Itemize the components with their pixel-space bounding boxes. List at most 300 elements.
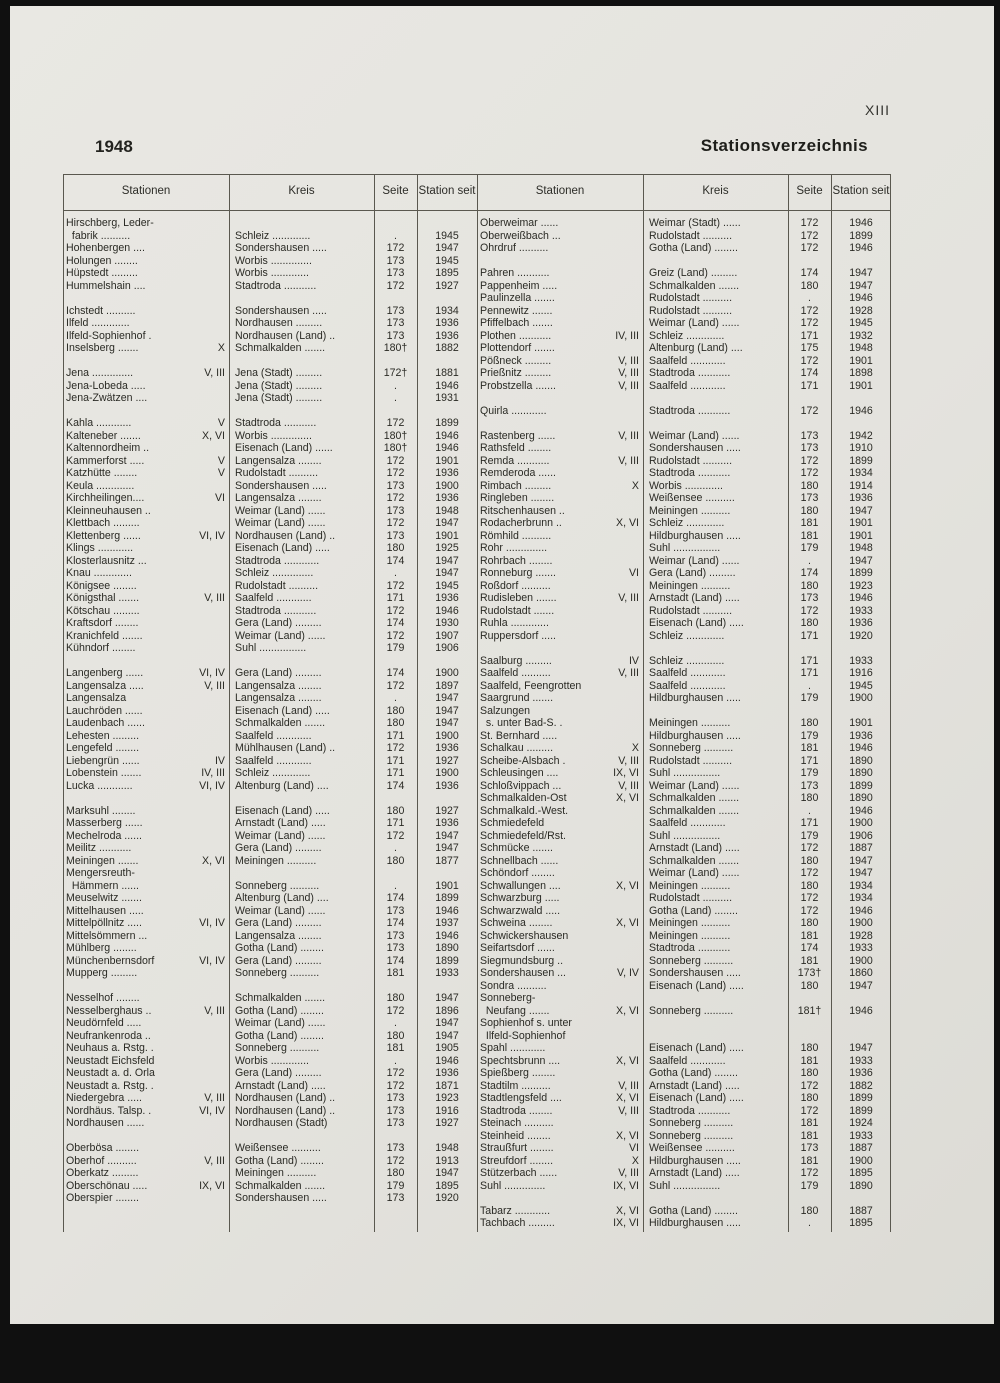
- kreis-cell: Gotha (Land) ........: [235, 1154, 324, 1167]
- table-row: [477, 480, 891, 493]
- station-class-note: IV, III: [615, 329, 639, 342]
- station-class-note: V, III: [618, 1167, 639, 1179]
- station-name: Stadtlengsfeld ....: [480, 1092, 562, 1104]
- station-cell: [477, 1117, 643, 1130]
- seite-cell: 172: [800, 842, 819, 854]
- station-cell: [63, 1092, 229, 1105]
- kreis-cell: Rudolstadt ..........: [649, 892, 733, 904]
- station-name: Schalkau .........: [480, 742, 554, 754]
- seit-cell: 1914: [849, 479, 873, 492]
- seite-cell: 172: [386, 467, 405, 479]
- seite-cell: 181: [800, 1054, 819, 1067]
- seite-cell: 174: [386, 779, 405, 792]
- seit-cell: 1936: [435, 492, 459, 504]
- seit-cell: 1936: [435, 317, 459, 329]
- station-name: Königsthal .......: [66, 592, 140, 604]
- kreis-cell: Schleiz ..............: [235, 567, 314, 579]
- seit-cell: 1900: [849, 1154, 873, 1167]
- seite-cell: 180†: [383, 442, 408, 454]
- kreis-cell: Eisenach (Land) .....: [649, 1092, 744, 1104]
- table-row: [63, 680, 477, 693]
- table-row: [63, 617, 477, 630]
- kreis-cell: Schleiz .............: [235, 767, 311, 779]
- seite-cell: 180: [800, 1092, 819, 1104]
- seit-cell: 1927: [435, 754, 459, 767]
- seit-cell: 1946: [435, 429, 459, 442]
- seit-cell: 1877: [435, 854, 459, 867]
- station-cell: [63, 605, 229, 618]
- seit-cell: 1947: [435, 842, 459, 854]
- seit-cell: 1899: [849, 1092, 873, 1104]
- station-class-note: VI: [214, 492, 225, 504]
- station-cell: [63, 342, 229, 355]
- station-cell: [477, 342, 643, 355]
- seite-cell: 180: [800, 504, 819, 517]
- seit-cell: 1947: [849, 979, 873, 992]
- kreis-cell: [643, 1030, 788, 1043]
- seit-cell: 1948: [435, 504, 459, 517]
- kreis-cell: Nordhausen (Land) ..: [235, 329, 336, 342]
- kreis-cell: [643, 1017, 788, 1030]
- seit-cell: 1900: [435, 667, 459, 679]
- station-cell: [477, 730, 643, 743]
- station-cell: [477, 1030, 643, 1043]
- seite-cell: 173: [386, 479, 405, 492]
- table-row: [477, 705, 891, 718]
- seit-cell: 1887: [849, 1204, 873, 1217]
- seite-cell: 172: [386, 417, 405, 429]
- seite-cell: 172: [800, 904, 819, 917]
- seite-cell: 181: [800, 517, 819, 529]
- table-row: [477, 1017, 891, 1030]
- station-cell: [477, 1180, 643, 1193]
- kreis-cell: Weißensee ..........: [235, 1142, 321, 1154]
- kreis-cell: Nordhausen .........: [235, 317, 323, 329]
- station-cell: [477, 405, 643, 418]
- table-row: [63, 630, 477, 643]
- kreis-cell: Saalfeld ............: [649, 667, 726, 679]
- group-spacer: [63, 792, 477, 805]
- station-cell: [63, 1067, 229, 1080]
- seit-cell: 1901: [849, 379, 873, 392]
- station-cell: [63, 942, 229, 955]
- station-cell: [63, 592, 229, 605]
- station-cell: [477, 592, 643, 605]
- station-class-note: IV: [214, 754, 225, 767]
- table-row: [63, 1042, 477, 1055]
- kreis-cell: Sondershausen .....: [649, 967, 741, 979]
- seite-cell: .: [808, 1217, 811, 1229]
- kreis-cell: Suhl ................: [235, 642, 307, 654]
- seite-cell: 180: [386, 804, 405, 817]
- kreis-cell: Stadtroda ............: [235, 554, 320, 567]
- station-class-note: V, III: [618, 379, 639, 392]
- table-row: [477, 1155, 891, 1168]
- station-name: Roßdorf ..........: [480, 579, 551, 592]
- seit-cell: 1934: [435, 304, 459, 317]
- station-cell: [477, 1142, 643, 1155]
- seite-cell: 180: [386, 717, 405, 729]
- seit-cell: 1947: [849, 279, 873, 292]
- kreis-cell: Eisenach (Land) .....: [235, 704, 330, 717]
- station-cell: [63, 230, 229, 243]
- station-cell: [63, 767, 229, 780]
- station-name: Jena-Zwätzen ....: [66, 392, 148, 404]
- table-row: [477, 717, 891, 730]
- station-name: Pfiffelbach .......: [480, 317, 553, 329]
- table-row: [63, 1067, 477, 1080]
- table-row: [63, 392, 477, 405]
- seit-cell: 1948: [849, 542, 873, 554]
- seite-cell: 173: [386, 1092, 405, 1104]
- kreis-cell: Schleiz .............: [649, 329, 725, 342]
- station-cell: [477, 980, 643, 993]
- station-name: Mechelroda ......: [66, 829, 142, 842]
- seite-cell: 181: [386, 967, 405, 979]
- table-row: [63, 667, 477, 680]
- table-row: [477, 467, 891, 480]
- seit-cell: [831, 992, 891, 1005]
- seite-cell: 180: [800, 717, 819, 729]
- table-row: [477, 305, 891, 318]
- kreis-cell: Gotha (Land) ........: [235, 1029, 324, 1042]
- kreis-cell: Sondershausen .....: [235, 479, 327, 492]
- station-name: Stützerbach ......: [480, 1167, 558, 1179]
- seite-cell: 180†: [383, 429, 408, 442]
- page-number: XIII: [864, 102, 890, 118]
- seite-cell: 180: [800, 792, 819, 804]
- seite-cell: 172: [386, 679, 405, 692]
- station-cell: [63, 542, 229, 555]
- kreis-cell: Worbis .............: [235, 1054, 309, 1067]
- station-cell: [63, 442, 229, 455]
- seite-cell: 173: [800, 429, 819, 442]
- table-row: [63, 1155, 477, 1168]
- station-name: Kahla ............: [66, 417, 132, 429]
- kreis-cell: Stadtroda ...........: [235, 279, 317, 292]
- table-row: [477, 455, 891, 468]
- station-cell: [63, 267, 229, 280]
- station-cell: [63, 692, 229, 705]
- station-name: Rastenberg ......: [480, 429, 556, 442]
- seite-cell: .: [808, 292, 811, 304]
- station-class-note: V, III: [618, 354, 639, 367]
- kreis-cell: Schleiz .............: [649, 629, 725, 642]
- seite-cell: 179: [800, 542, 819, 554]
- table-row: [477, 917, 891, 930]
- station-cell: [477, 955, 643, 968]
- table-row: [63, 1092, 477, 1105]
- station-cell: [63, 780, 229, 793]
- station-cell: [63, 1030, 229, 1043]
- kreis-cell: Gera (Land) .........: [235, 667, 322, 679]
- station-class-note: V, III: [618, 1079, 639, 1092]
- kreis-cell: Weimar (Land) ......: [649, 554, 740, 567]
- kreis-cell: Schleiz .............: [649, 517, 725, 529]
- seite-cell: 180: [800, 479, 819, 492]
- station-name: s. unter Bad-S. .: [480, 717, 563, 729]
- kreis-cell: Weimar (Land) ......: [235, 517, 326, 529]
- station-cell: [477, 842, 643, 855]
- station-name: Niedergebra .....: [66, 1092, 142, 1104]
- station-name: Schöndorf ........: [480, 867, 555, 879]
- station-class-note: IV: [628, 654, 639, 667]
- station-cell: [477, 1017, 643, 1030]
- station-cell: [63, 492, 229, 505]
- seite-cell: 172: [800, 1079, 819, 1092]
- seite-cell: 172: [800, 229, 819, 242]
- station-name: Saargrund .......: [480, 692, 554, 704]
- seit-cell: 1927: [435, 279, 459, 292]
- station-cell: [477, 230, 643, 243]
- kreis-cell: Schmalkalden .......: [649, 854, 740, 867]
- seit-cell: 1895: [435, 1179, 459, 1192]
- seit-cell: 1900: [435, 729, 459, 742]
- seit-cell: 1947: [435, 704, 459, 717]
- seit-cell: 1901: [435, 529, 459, 542]
- seit-cell: 1946: [849, 217, 873, 229]
- station-name: Ruppersdorf .....: [480, 629, 556, 642]
- station-cell: [477, 355, 643, 368]
- table-row: [477, 430, 891, 443]
- seit-cell: 1890: [849, 754, 873, 767]
- seite-cell: 172: [386, 604, 405, 617]
- seite-cell: .: [808, 679, 811, 692]
- station-name: Rohrbach ........: [480, 554, 553, 567]
- station-name: Schweina ........: [480, 917, 553, 929]
- station-name: Meiningen .......: [66, 854, 139, 867]
- seite-cell: 171: [386, 767, 405, 779]
- seite-cell: .: [394, 842, 397, 854]
- seit-cell: 1936: [435, 817, 459, 829]
- station-name: Pößneck .........: [480, 354, 552, 367]
- station-class-note: X, VI: [616, 1129, 639, 1142]
- seite-cell: 181: [386, 1042, 405, 1054]
- station-cell: [477, 480, 643, 493]
- seite-cell: 180: [386, 1167, 405, 1179]
- seit-cell: 1890: [849, 1179, 873, 1192]
- station-cell: [63, 1192, 229, 1205]
- station-class-note: V, III: [618, 779, 639, 792]
- table-row: [63, 830, 477, 843]
- table-row: [477, 592, 891, 605]
- kreis-cell: Eisenach (Land) ......: [235, 442, 333, 454]
- kreis-cell: Hildburghausen .....: [649, 529, 741, 542]
- kreis-cell: Hildburghausen .....: [649, 729, 741, 742]
- table-row: [63, 417, 477, 430]
- seite-cell: 181: [800, 1117, 819, 1129]
- kreis-cell: Worbis ..............: [235, 254, 312, 267]
- seite-cell: 173: [386, 267, 405, 279]
- seite-cell: 180: [386, 542, 405, 554]
- seite-cell: 180: [386, 1029, 405, 1042]
- station-cell: [477, 1092, 643, 1105]
- seit-cell: 1934: [849, 892, 873, 904]
- seite-cell: 172: [800, 454, 819, 467]
- table-row: [477, 217, 891, 230]
- table-row: [477, 680, 891, 693]
- seit-cell: 1947: [849, 1042, 873, 1054]
- station-name: Straußfurt ........: [480, 1142, 554, 1154]
- station-name: Römhild ..........: [480, 529, 552, 542]
- kreis-cell: [229, 867, 374, 880]
- seit-cell: 1948: [849, 342, 873, 354]
- seite-cell: 172: [800, 404, 819, 417]
- station-cell: [477, 992, 643, 1005]
- station-cell: [477, 892, 643, 905]
- station-class-note: X, VI: [616, 917, 639, 929]
- table-row: [477, 230, 891, 243]
- seite-cell: 173: [386, 317, 405, 329]
- seite-cell: .: [394, 1054, 397, 1067]
- kreis-cell: Rudolstadt ..........: [235, 579, 319, 592]
- table-row: [63, 1017, 477, 1030]
- kreis-cell: Worbis .............: [649, 479, 723, 492]
- station-cell: [477, 605, 643, 618]
- station-cell: [477, 817, 643, 830]
- station-name: Ritschenhausen ..: [480, 504, 565, 517]
- station-name: Neustadt a. d. Orla: [66, 1067, 155, 1079]
- station-cell: [63, 555, 229, 568]
- station-name: Münchenbernsdorf: [66, 954, 155, 967]
- station-class-note: X, VI: [616, 879, 639, 892]
- station-name: Schwarzwald .....: [480, 904, 561, 917]
- station-cell: [477, 717, 643, 730]
- header-kreis: Kreis: [702, 185, 729, 198]
- station-cell: [63, 567, 229, 580]
- station-name: Pappenheim .....: [480, 279, 558, 292]
- station-class-note: VI, IV: [199, 529, 225, 542]
- station-cell: [477, 555, 643, 568]
- kreis-cell: Saalfeld ............: [649, 354, 726, 367]
- kreis-cell: Worbis ..............: [235, 429, 312, 442]
- seit-cell: 1947: [849, 554, 873, 567]
- kreis-cell: Sonneberg ..........: [649, 742, 734, 754]
- table-row: [477, 1130, 891, 1143]
- table-row: [477, 267, 891, 280]
- seit-cell: 1910: [849, 442, 873, 454]
- kreis-cell: Hildburghausen .....: [649, 692, 741, 704]
- seite-cell: 180: [386, 854, 405, 867]
- table-row: [63, 705, 477, 718]
- station-class-note: VI, IV: [199, 667, 225, 679]
- table-row: [63, 955, 477, 968]
- station-name: Holungen ........: [66, 254, 138, 267]
- kreis-cell: Stadtroda ...........: [235, 604, 317, 617]
- station-cell: [477, 505, 643, 518]
- station-class-note: IX, VI: [199, 1179, 225, 1192]
- table-row: [63, 430, 477, 443]
- seite-cell: 172: [386, 454, 405, 467]
- station-cell: [477, 905, 643, 918]
- kreis-cell: Arnstadt (Land) .....: [649, 1079, 740, 1092]
- station-name: Masserberg ......: [66, 817, 143, 829]
- station-name: Mittelpöllnitz .....: [66, 917, 142, 929]
- station-name: Quirla ............: [480, 404, 547, 417]
- station-name: Sonneberg-: [480, 992, 536, 1004]
- seit-cell: 1920: [435, 1192, 459, 1204]
- seit-cell: 1947: [435, 517, 459, 529]
- station-cell: [63, 630, 229, 643]
- seite-cell: 172: [800, 317, 819, 329]
- station-name: Remderoda ......: [480, 467, 556, 479]
- seit-cell: 1881: [435, 367, 459, 379]
- seit-cell: 1934: [849, 467, 873, 479]
- seit-cell: 1899: [435, 892, 459, 904]
- seit-cell: 1901: [849, 717, 873, 729]
- kreis-cell: Meiningen ..........: [649, 579, 731, 592]
- station-class-note: IX, VI: [613, 1217, 639, 1229]
- seite-cell: 172: [800, 467, 819, 479]
- table-row: [477, 792, 891, 805]
- kreis-cell: Meiningen ..........: [235, 854, 317, 867]
- kreis-cell: Eisenach (Land) .....: [649, 617, 744, 629]
- header-stationen: Stationen: [535, 185, 585, 198]
- table-row: [477, 1105, 891, 1118]
- station-name: Neustadt Eichsfeld: [66, 1054, 155, 1067]
- station-class-note: V: [217, 417, 225, 429]
- table-row: [477, 742, 891, 755]
- station-class-note: V, III: [618, 454, 639, 467]
- seite-cell: 173: [386, 529, 405, 542]
- station-name: Schmalkald.-West.: [480, 804, 569, 817]
- kreis-cell: Sonneberg ..........: [649, 1117, 734, 1129]
- kreis-cell: Schmalkalden .......: [235, 992, 326, 1004]
- header-stationen: Stationen: [121, 185, 171, 198]
- station-name: Neuhaus a. Rstg. .: [66, 1042, 154, 1054]
- table-row: [63, 580, 477, 593]
- station-class-note: X: [631, 1154, 639, 1167]
- kreis-cell: Gotha (Land) ........: [649, 242, 738, 254]
- station-cell: [477, 1055, 643, 1068]
- kreis-cell: Stadtroda ...........: [649, 467, 731, 479]
- seit-cell: 1936: [435, 1067, 459, 1079]
- station-name: Neustadt a. Rstg. .: [66, 1079, 154, 1092]
- station-class-note: V: [217, 454, 225, 467]
- group-spacer: [477, 642, 891, 655]
- kreis-cell: Rudolstadt ..........: [649, 454, 733, 467]
- table-row: [63, 1030, 477, 1043]
- station-name: Rimbach .........: [480, 479, 552, 492]
- table-row: [477, 405, 891, 418]
- seite-cell: 172: [386, 1154, 405, 1167]
- station-class-note: X: [217, 342, 225, 354]
- seit-cell: 1946: [849, 804, 873, 817]
- table-row: [477, 1092, 891, 1105]
- kreis-cell: Schleiz .............: [649, 654, 725, 667]
- station-cell: [63, 392, 229, 405]
- table-row: [63, 505, 477, 518]
- station-name: Probstzella .......: [480, 379, 556, 392]
- table-row: [477, 780, 891, 793]
- seite-cell: 172: [800, 867, 819, 879]
- seite-cell: 171: [386, 729, 405, 742]
- kreis-cell: Arnstadt (Land) .....: [649, 1167, 740, 1179]
- table-row: [63, 967, 477, 980]
- seite-cell: 173: [386, 929, 405, 942]
- seit-cell: 1945: [435, 579, 459, 592]
- station-class-note: VI, IV: [199, 917, 225, 929]
- group-spacer: [477, 417, 891, 430]
- kreis-cell: Saalfeld ............: [235, 754, 312, 767]
- station-cell: [63, 1180, 229, 1193]
- station-cell: [63, 955, 229, 968]
- table-row: [63, 230, 477, 243]
- station-cell: [477, 567, 643, 580]
- seit-cell: 1887: [849, 842, 873, 854]
- station-cell: [477, 455, 643, 468]
- station-class-note: V, III: [618, 1104, 639, 1117]
